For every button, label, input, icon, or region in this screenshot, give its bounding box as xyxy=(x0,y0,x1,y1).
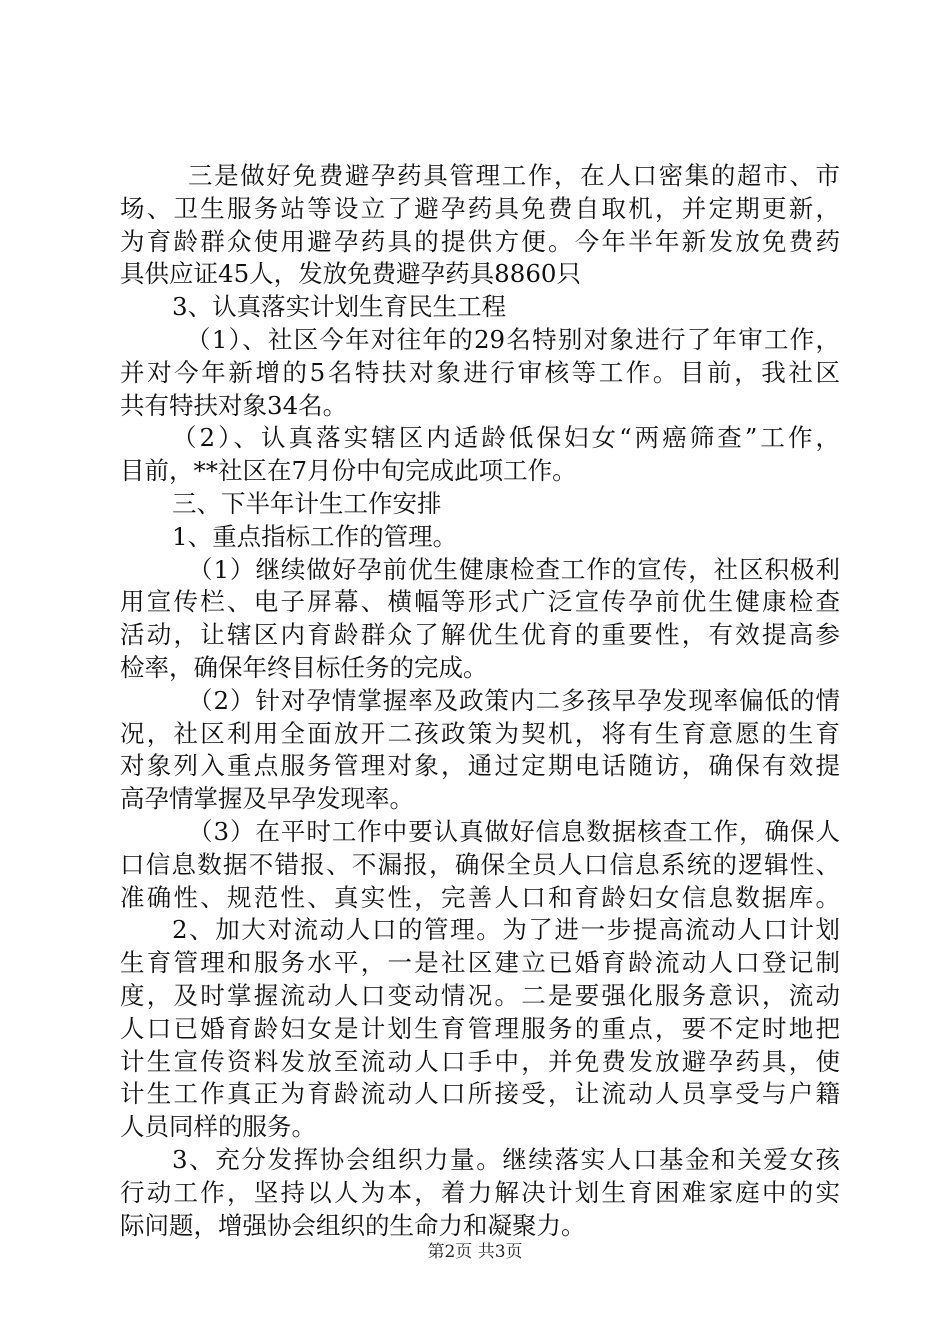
text-line: （1）、社区今年对往年的29名特别对象进行了年审工作， xyxy=(186,324,840,354)
text-line: 具供应证45人，发放免费避孕药具8860只 xyxy=(120,259,582,289)
text-line: 准确性、规范性、真实性，完善人口和育龄妇女信息数据库。 xyxy=(120,882,840,912)
text-line: 度，及时掌握流动人口变动情况。二是要强化服务意识，流动 xyxy=(120,980,840,1010)
text-line: 3、充分发挥协会组织力量。继续落实人口基金和关爱女孩 xyxy=(172,1144,840,1174)
text-line: 3、认真落实计划生育民生工程 xyxy=(172,292,507,322)
text-line: （1）继续做好孕前优生健康检查工作的宣传，社区积极利 xyxy=(188,554,840,584)
text-line: 1、重点指标工作的管理。 xyxy=(172,521,458,551)
document-body xyxy=(120,160,840,1242)
text-line: 行动工作，坚持以人为本，着力解决计划生育困难家庭中的实 xyxy=(120,1177,840,1207)
page-footer: 第2页 共3页 xyxy=(427,1242,523,1262)
text-line: 并对今年新增的5名特扶对象进行审核等工作。目前，我社区 xyxy=(120,357,840,387)
text-line: 高孕情掌握及早孕发现率。 xyxy=(120,784,414,814)
text-line: 2、加大对流动人口的管理。为了进一步提高流动人口计划 xyxy=(172,915,840,945)
text-line: 场、卫生服务站等设立了避孕药具免费自取机，并定期更新， xyxy=(120,193,840,223)
text-line: 况，社区利用全面放开二孩政策为契机，将有生育意愿的生育 xyxy=(120,718,840,748)
text-line: 际问题，增强协会组织的生命力和凝聚力。 xyxy=(120,1210,586,1240)
text-line: 检率，确保年终目标任务的完成。 xyxy=(120,652,488,682)
text-line: 对象列入重点服务管理对象，通过定期电话随访，确保有效提 xyxy=(120,751,840,781)
text-line: 目前，**社区在7月份中旬完成此项工作。 xyxy=(120,456,577,486)
text-line: 三、下半年计生工作安排 xyxy=(172,488,442,518)
text-line: 生育管理和服务水平，一是社区建立已婚育龄流动人口登记制 xyxy=(120,948,840,978)
text-line: 人口已婚育龄妇女是计划生育管理服务的重点，要不定时地把 xyxy=(120,1013,840,1043)
text-line: 计生宣传资料发放至流动人口手中，并免费发放避孕药具，使 xyxy=(120,1046,840,1076)
text-line: 为育龄群众使用避孕药具的提供方便。今年半年新发放免费药 xyxy=(120,226,840,256)
text-line: 三是做好免费避孕药具管理工作，在人口密集的超市、市 xyxy=(188,161,840,190)
text-line: 共有特扶对象34名。 xyxy=(120,390,348,420)
text-line: 人员同样的服务。 xyxy=(120,1112,316,1142)
text-line: 口信息数据不错报、不漏报，确保全员人口信息系统的逻辑性、 xyxy=(120,849,840,879)
text-line: （2）针对孕情掌握率及政策内二多孩早孕发现率偏低的情 xyxy=(188,685,840,715)
text-line: 计生工作真正为育龄流动人口所接受，让流动人员享受与户籍 xyxy=(120,1079,840,1109)
text-line: （3）在平时工作中要认真做好信息数据核查工作，确保人 xyxy=(188,816,840,846)
text-line: 活动，让辖区内育龄群众了解优生优育的重要性，有效提高参 xyxy=(120,620,840,650)
text-line: （2）、认真落实辖区内适龄低保妇女“两癌筛查”工作， xyxy=(172,423,840,453)
text-line: 用宣传栏、电子屏幕、横幅等形式广泛宣传孕前优生健康检查 xyxy=(120,587,840,617)
